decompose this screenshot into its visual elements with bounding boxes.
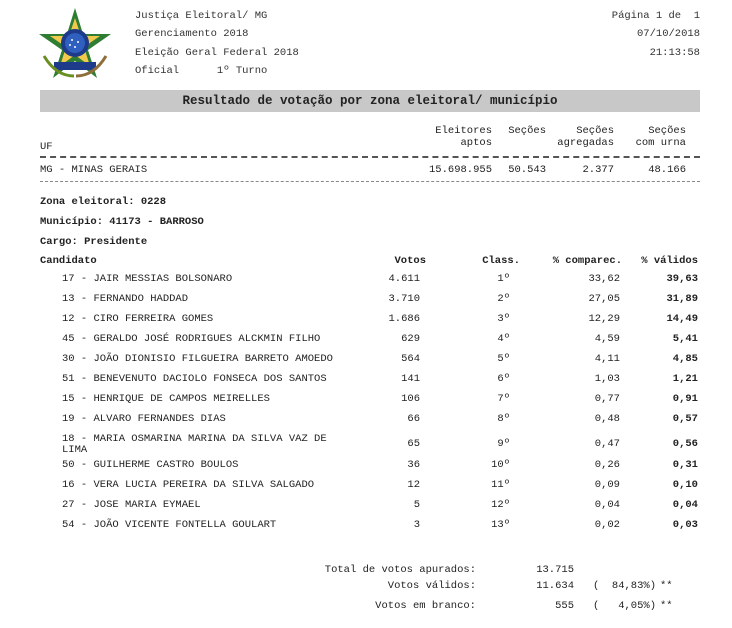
- candidate-votes: 1.686: [388, 313, 420, 325]
- col-uf: UF: [40, 141, 53, 153]
- candidate-row: [0, 293, 732, 313]
- candidate-votes: 3.710: [388, 293, 420, 305]
- report-date: 07/10/2018: [636, 28, 700, 40]
- col-comparec: % comparec.: [552, 255, 622, 267]
- page-number: Página 1 de 1: [611, 10, 700, 22]
- candidate-row: [0, 433, 732, 456]
- candidate-votes: 106: [401, 393, 420, 405]
- total-label: Votos em branco:: [375, 600, 476, 612]
- col-agregadas-line1: Seções: [576, 125, 614, 137]
- total-mark: **: [660, 580, 673, 592]
- summary-eleitores: 15.698.955: [428, 164, 492, 176]
- summary-agregadas: 2.377: [582, 164, 614, 176]
- col-com-urna-line2: com urna: [635, 137, 686, 149]
- candidate-name: 30 - JOÃO DIONISIO FILGUEIRA BARRETO AMOEDO: [62, 353, 333, 365]
- col-eleitores-line2: aptos: [460, 137, 492, 149]
- candidate-row: [0, 459, 732, 479]
- total-label: Total de votos apurados:: [324, 564, 476, 576]
- candidate-votes: 564: [401, 353, 420, 365]
- total-label: Votos válidos:: [387, 580, 476, 592]
- candidate-name: 27 - JOSE MARIA EYMAEL: [62, 499, 201, 511]
- candidate-name: 13 - FERNANDO HADDAD: [62, 293, 189, 305]
- candidate-validos: 0,04: [672, 499, 698, 511]
- candidate-class: 1º: [497, 273, 510, 285]
- zona-eleitoral: Zona eleitoral: 0228: [40, 196, 167, 208]
- coat-of-arms-emblem: [36, 6, 114, 84]
- candidate-class: 7º: [497, 393, 510, 405]
- candidate-row: [0, 373, 732, 393]
- candidate-validos: 31,89: [666, 293, 698, 305]
- candidate-class: 8º: [497, 413, 510, 425]
- total-row: [0, 600, 732, 620]
- candidate-name: 17 - JAIR MESSIAS BOLSONARO: [62, 273, 233, 285]
- col-com-urna: [622, 125, 686, 149]
- total-value: 13.715: [536, 564, 574, 576]
- candidate-validos: 14,49: [666, 313, 698, 325]
- candidate-row: [0, 393, 732, 413]
- candidate-comparec: 27,05: [588, 293, 620, 305]
- candidate-votes: 141: [401, 373, 420, 385]
- candidate-comparec: 1,03: [594, 373, 620, 385]
- col-class: Class.: [482, 255, 520, 267]
- candidate-votes: 5: [413, 499, 420, 511]
- candidate-name: 18 - MARIA OSMARINA MARINA DA SILVA VAZ DE: [62, 433, 327, 445]
- candidate-class: 12º: [491, 499, 510, 511]
- col-validos: % válidos: [641, 255, 698, 267]
- col-com-urna-line1: Seções: [648, 125, 686, 137]
- candidate-class: 6º: [497, 373, 510, 385]
- candidate-class: 3º: [497, 313, 510, 325]
- total-percent: ( 84,83%): [592, 580, 656, 592]
- col-agregadas-line2: agregadas: [557, 137, 614, 149]
- candidate-votes: 4.611: [388, 273, 420, 285]
- candidate-votes: 66: [407, 413, 420, 425]
- candidate-class: 10º: [491, 459, 510, 471]
- candidate-row: [0, 353, 732, 373]
- candidate-comparec: 0,48: [594, 413, 620, 425]
- candidate-comparec: 0,47: [594, 438, 620, 450]
- col-secoes-line1: Seções: [508, 125, 546, 137]
- candidate-class: 11º: [491, 479, 510, 491]
- summary-com-urna: 48.166: [648, 164, 686, 176]
- candidate-comparec: 0,04: [594, 499, 620, 511]
- candidate-name: 19 - ALVARO FERNANDES DIAS: [62, 413, 226, 425]
- candidate-comparec: 4,59: [594, 333, 620, 345]
- candidate-validos: 1,21: [672, 373, 698, 385]
- candidate-comparec: 0,02: [594, 519, 620, 531]
- col-secoes: [500, 125, 546, 137]
- candidate-name-cont: LIMA: [62, 444, 88, 456]
- candidate-row: [0, 499, 732, 519]
- total-value: 555: [555, 600, 574, 612]
- candidate-validos: 39,63: [666, 273, 698, 285]
- candidate-votes: 12: [407, 479, 420, 491]
- summary-uf: MG - MINAS GERAIS: [40, 164, 148, 176]
- candidate-name: 51 - BENEVENUTO DACIOLO FONSECA DOS SANTOS: [62, 373, 327, 385]
- candidate-row: [0, 479, 732, 499]
- col-votos: Votos: [394, 255, 426, 267]
- municipio: Município: 41173 - BARROSO: [40, 216, 204, 228]
- candidate-validos: 0,91: [672, 393, 698, 405]
- candidate-validos: 5,41: [672, 333, 698, 345]
- candidate-row: [0, 333, 732, 353]
- candidate-name: 50 - GUILHERME CASTRO BOULOS: [62, 459, 239, 471]
- candidate-comparec: 33,62: [588, 273, 620, 285]
- report-time: 21:13:58: [649, 47, 700, 59]
- col-eleitores-line1: Eleitores: [435, 125, 492, 137]
- total-percent: ( 4,05%): [592, 600, 656, 612]
- candidate-comparec: 4,11: [594, 353, 620, 365]
- total-value: 11.634: [536, 580, 574, 592]
- summary-secoes: 50.543: [508, 164, 546, 176]
- candidate-name: 12 - CIRO FERREIRA GOMES: [62, 313, 214, 325]
- header-election: Eleição Geral Federal 2018: [135, 47, 299, 59]
- candidate-row: [0, 273, 732, 293]
- summary-divider: [40, 156, 700, 158]
- candidate-name: 16 - VERA LUCIA PEREIRA DA SILVA SALGADO: [62, 479, 315, 491]
- candidate-votes: 3: [413, 519, 420, 531]
- candidate-row: [0, 519, 732, 539]
- candidate-name: 54 - JOÃO VICENTE FONTELLA GOULART: [62, 519, 277, 531]
- candidate-name: 45 - GERALDO JOSÉ RODRIGUES ALCKMIN FILHO: [62, 333, 321, 345]
- candidate-votes: 629: [401, 333, 420, 345]
- candidate-votes: 36: [407, 459, 420, 471]
- report-title-bar: [40, 90, 700, 112]
- candidate-class: 9º: [497, 438, 510, 450]
- candidate-row: [0, 313, 732, 333]
- candidate-class: 5º: [497, 353, 510, 365]
- candidate-validos: 0,57: [672, 413, 698, 425]
- header-org: Justiça Eleitoral/ MG: [135, 10, 268, 22]
- candidate-votes: 65: [407, 438, 420, 450]
- candidate-class: 13º: [491, 519, 510, 531]
- col-candidato: Candidato: [40, 255, 97, 267]
- candidate-comparec: 0,09: [594, 479, 620, 491]
- cargo: Cargo: Presidente: [40, 236, 148, 248]
- total-mark: **: [660, 600, 673, 612]
- candidate-validos: 4,85: [672, 353, 698, 365]
- candidate-validos: 0,03: [672, 519, 698, 531]
- total-row: [0, 580, 732, 600]
- col-agregadas: [548, 125, 614, 149]
- candidate-name: 15 - HENRIQUE DE CAMPOS MEIRELLES: [62, 393, 270, 405]
- header-system: Gerenciamento 2018: [135, 28, 249, 40]
- candidate-row: [0, 413, 732, 433]
- col-eleitores: [420, 125, 492, 149]
- report-title: Resultado de votação por zona eleitoral/ município: [182, 94, 558, 108]
- header-round: Oficial 1º Turno: [135, 65, 268, 77]
- candidate-comparec: 0,26: [594, 459, 620, 471]
- candidate-validos: 0,10: [672, 479, 698, 491]
- candidate-class: 4º: [497, 333, 510, 345]
- candidate-comparec: 12,29: [588, 313, 620, 325]
- candidate-comparec: 0,77: [594, 393, 620, 405]
- candidate-class: 2º: [497, 293, 510, 305]
- candidate-validos: 0,56: [672, 438, 698, 450]
- summary-bottom-divider: [40, 181, 700, 182]
- candidate-validos: 0,31: [672, 459, 698, 471]
